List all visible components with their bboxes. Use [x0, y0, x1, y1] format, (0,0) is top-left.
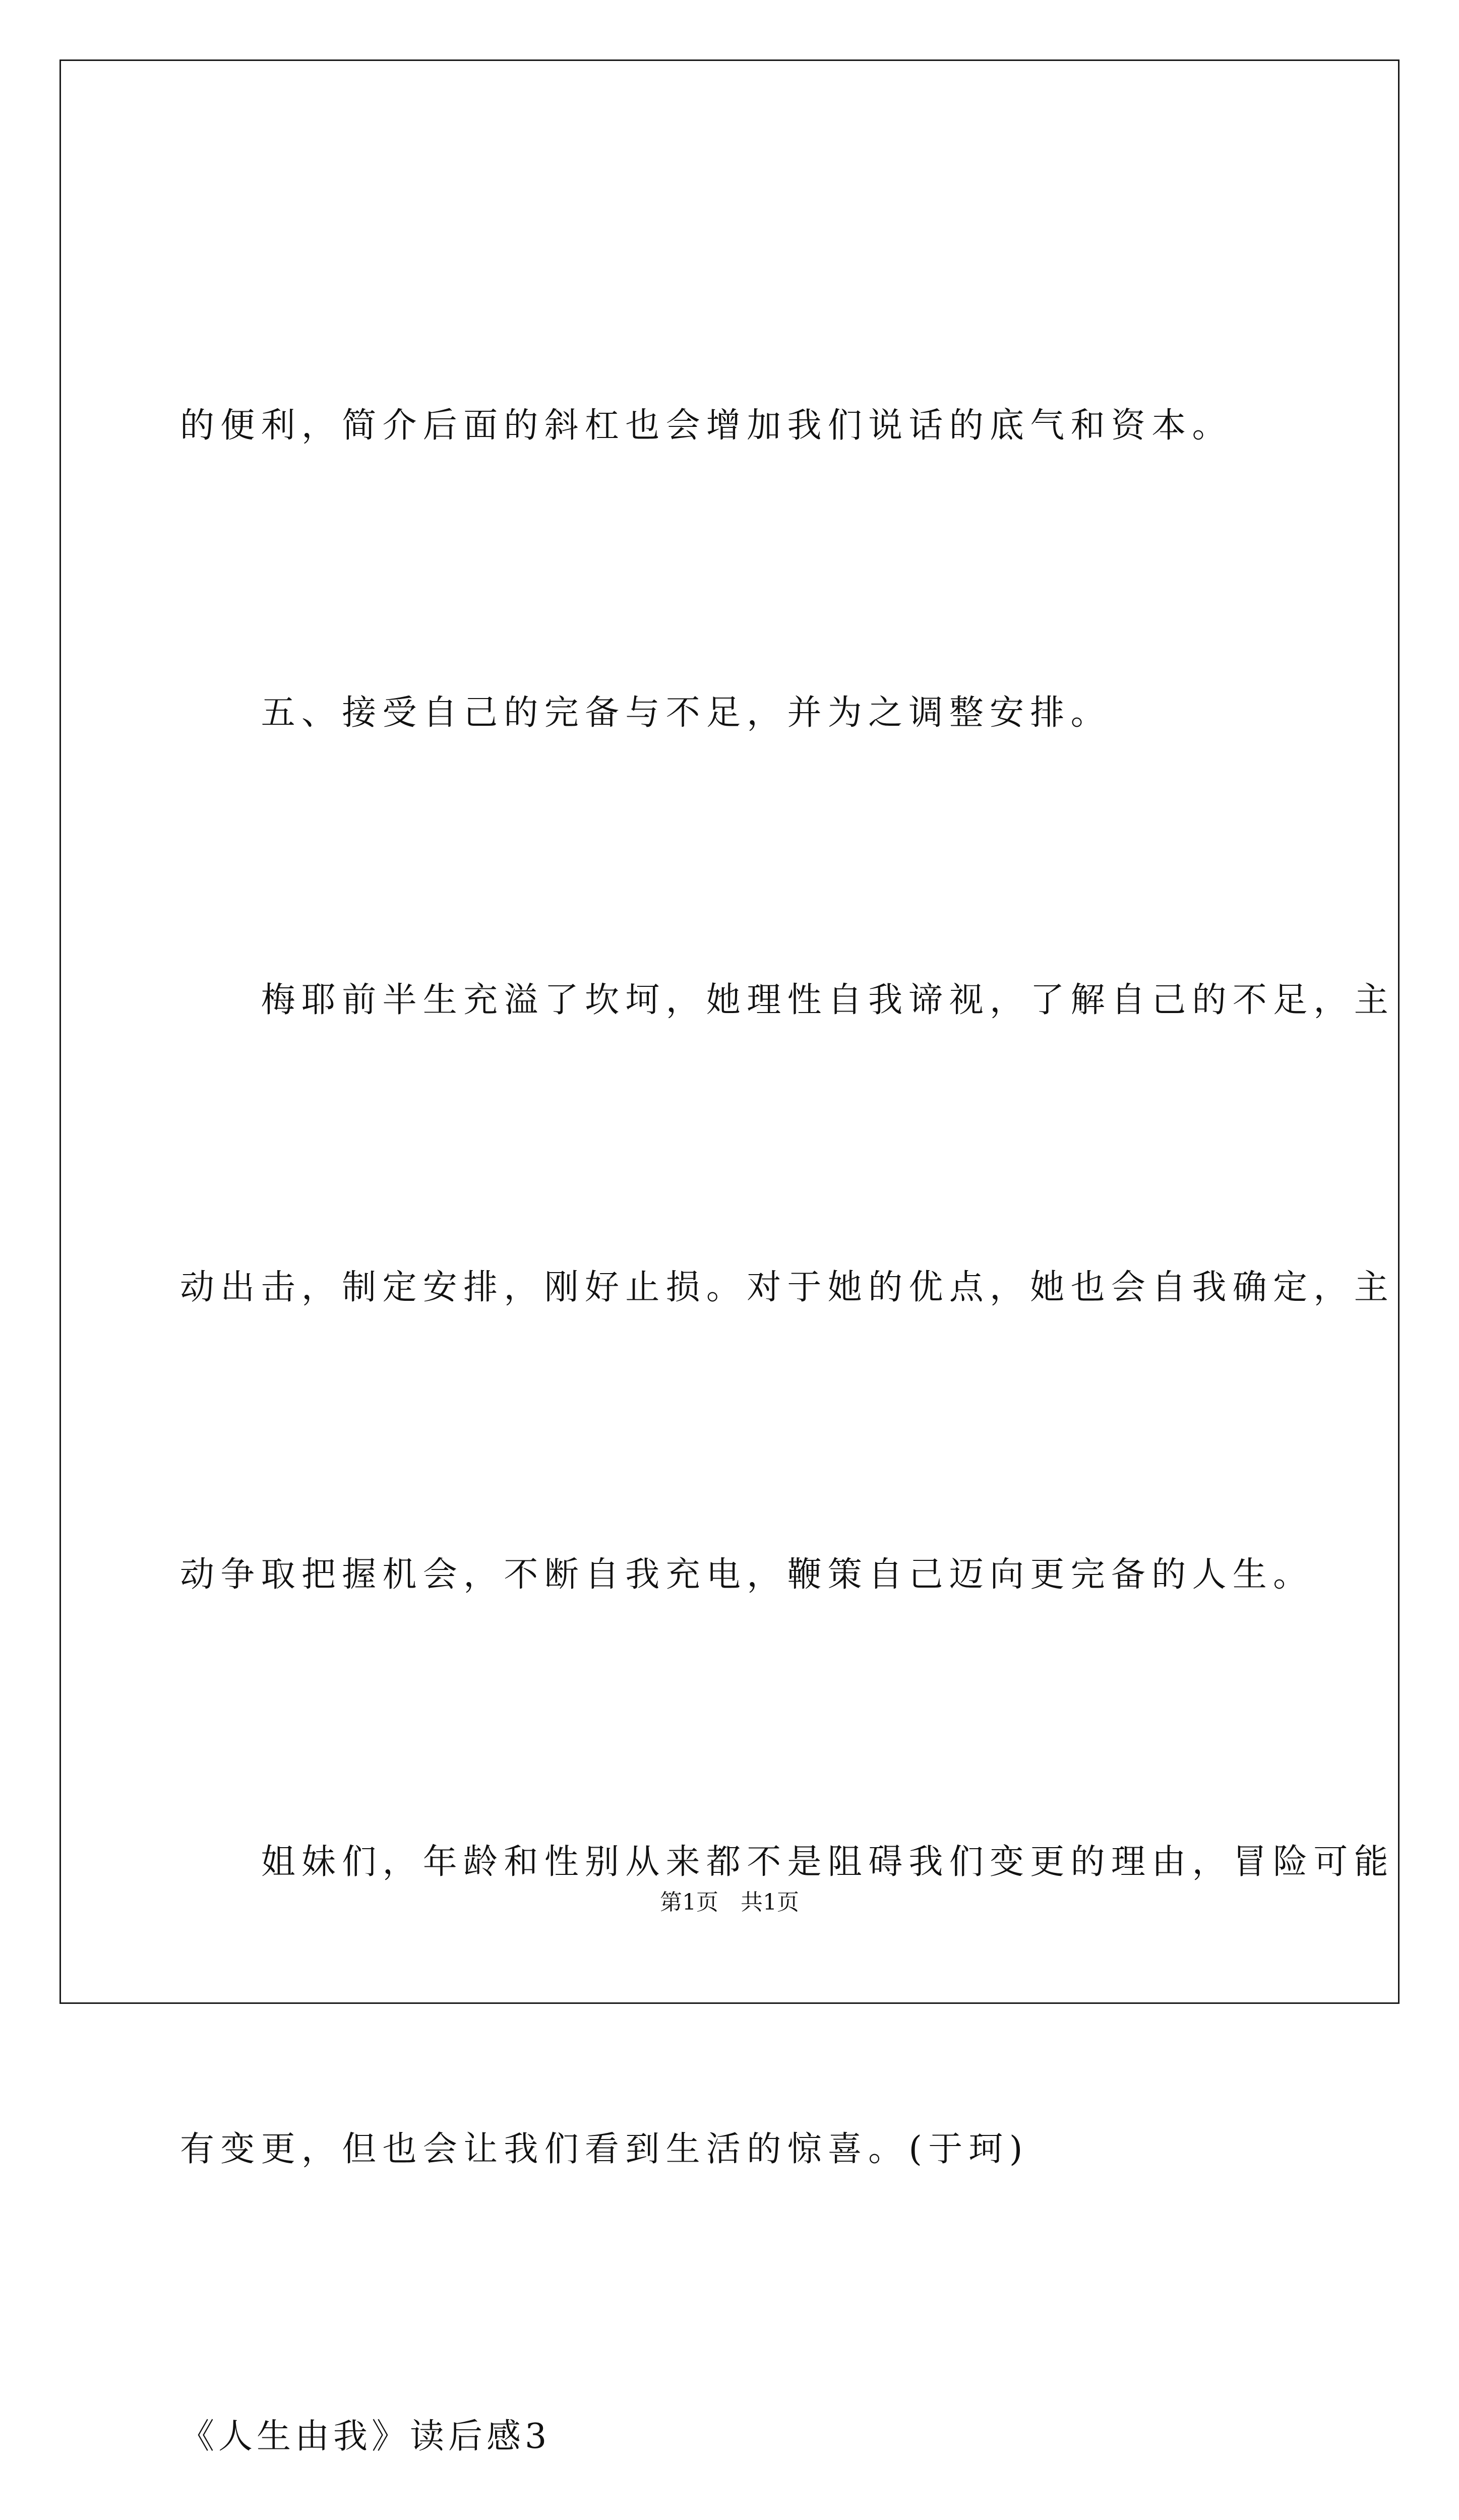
text-line: 有变更，但也会让我们看到生活的惊喜。(于珂) — [180, 2129, 1029, 2169]
section-heading: 《人生由我》读后感3 — [180, 2417, 551, 2456]
text-line: 姐妹们，年龄和性别从来都不是阻碍我们变更的理由，冒险可能 — [180, 1842, 1395, 1882]
text-line: 动出击，制定安排，刚好止损。对于她的优点，她也会自我确定，主 — [180, 1268, 1395, 1307]
text-line: 梅耶前半生充溢了坎坷，她理性自我谛视，了解自己的不足，主 — [180, 980, 1395, 1020]
text-line: 动争取把握机会，不断自我充电，鞭策自己迈向更完备的人生。 — [180, 1555, 1314, 1595]
page-footer: 第1页 共1页 — [660, 1889, 799, 1915]
text-line: 五、接受自己的完备与不足，并为之调整安排。 — [180, 693, 1111, 733]
document-body — [180, 186, 1395, 2520]
text-line: 的便利，简介后面的斜杠也会增加我们说话的底气和资本。 — [180, 406, 1233, 446]
